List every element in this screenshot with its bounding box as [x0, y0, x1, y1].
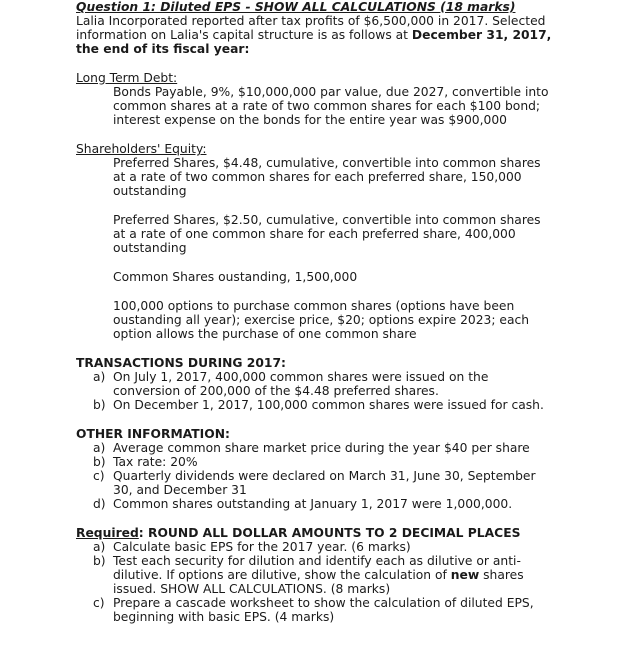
required-item: c) Prepare a cascade worksheet to show the calculation of diluted EPS, — [93, 596, 534, 610]
preferred-2-line: Preferred Shares, $2.50, cumulative, convertible into common shares — [113, 213, 541, 227]
long-term-debt-heading: Long Term Debt: — [76, 71, 178, 85]
required-item-cont: beginning with basic EPS. (4 marks) — [113, 610, 335, 624]
preferred-2-line: outstanding — [113, 241, 187, 255]
question-title: Question 1: Diluted EPS - SHOW ALL CALCULATIONS (18 marks) — [76, 0, 516, 14]
preferred-1-line: outstanding — [113, 184, 187, 198]
transaction-item-cont: conversion of 200,000 of the $4.48 preferred shares. — [113, 384, 439, 398]
fiscal-date: December 31, 2017, — [411, 28, 552, 42]
bond-line: Bonds Payable, 9%, $10,000,000 par value, due 2027, convertible into — [113, 85, 549, 99]
required-item: b) Test each security for dilution and identify each as dilutive or anti- — [93, 554, 521, 568]
other-info-item: b) Tax rate: 20% — [93, 455, 198, 469]
new-emphasis: new — [450, 568, 480, 582]
options-line: 100,000 options to purchase common shares (options have been — [113, 299, 515, 313]
required-item: a) Calculate basic EPS for the 2017 year. (6 marks) — [93, 540, 411, 554]
common-shares-line: Common Shares oustanding, 1,500,000 — [113, 270, 358, 284]
options-line: oustanding all year); exercise price, $20; options expire 2023; each — [113, 313, 530, 327]
bond-line: common shares at a rate of two common shares for each $100 bond; — [113, 99, 541, 113]
preferred-2-line: at a rate of one common share for each preferred share, 400,000 — [113, 227, 516, 241]
transaction-item: b) On December 1, 2017, 100,000 common shares were issued for cash. — [93, 398, 544, 412]
other-info-item: d) Common shares outstanding at January 1, 2017 were 1,000,000. — [93, 497, 513, 511]
intro-line: the end of its fiscal year: — [76, 42, 250, 56]
preferred-1-line: at a rate of two common shares for each preferred share, 150,000 — [113, 170, 522, 184]
bond-line: interest expense on the bonds for the entire year was $900,000 — [113, 113, 508, 127]
intro-line: information on Lalia's capital structure is as follows at December 31, 2017, — [76, 28, 552, 42]
transactions-heading: TRANSACTIONS DURING 2017: — [76, 356, 286, 370]
other-info-item: a) Average common share market price during the year $40 per share — [93, 441, 530, 455]
required-heading: Required: ROUND ALL DOLLAR AMOUNTS TO 2 DECIMAL PLACES — [76, 526, 521, 540]
preferred-1-line: Preferred Shares, $4.48, cumulative, convertible into common shares — [113, 156, 541, 170]
question-document — [76, 0, 596, 624]
options-line: option allows the purchase of one common share — [113, 327, 417, 341]
other-info-heading: OTHER INFORMATION: — [76, 427, 230, 441]
transaction-item: a) On July 1, 2017, 400,000 common shares were issued on the — [93, 370, 489, 384]
intro-line: Lalia Incorporated reported after tax profits of $6,500,000 in 2017. Selected — [76, 14, 546, 28]
required-item-cont: dilutive. If options are dilutive, show the calculation of new shares — [113, 568, 524, 582]
other-info-item-cont: 30, and December 31 — [113, 483, 247, 497]
required-item-cont: issued. SHOW ALL CALCULATIONS. (8 marks) — [113, 582, 391, 596]
other-info-item: c) Quarterly dividends were declared on March 31, June 30, September — [93, 469, 536, 483]
equity-heading: Shareholders' Equity: — [76, 142, 207, 156]
